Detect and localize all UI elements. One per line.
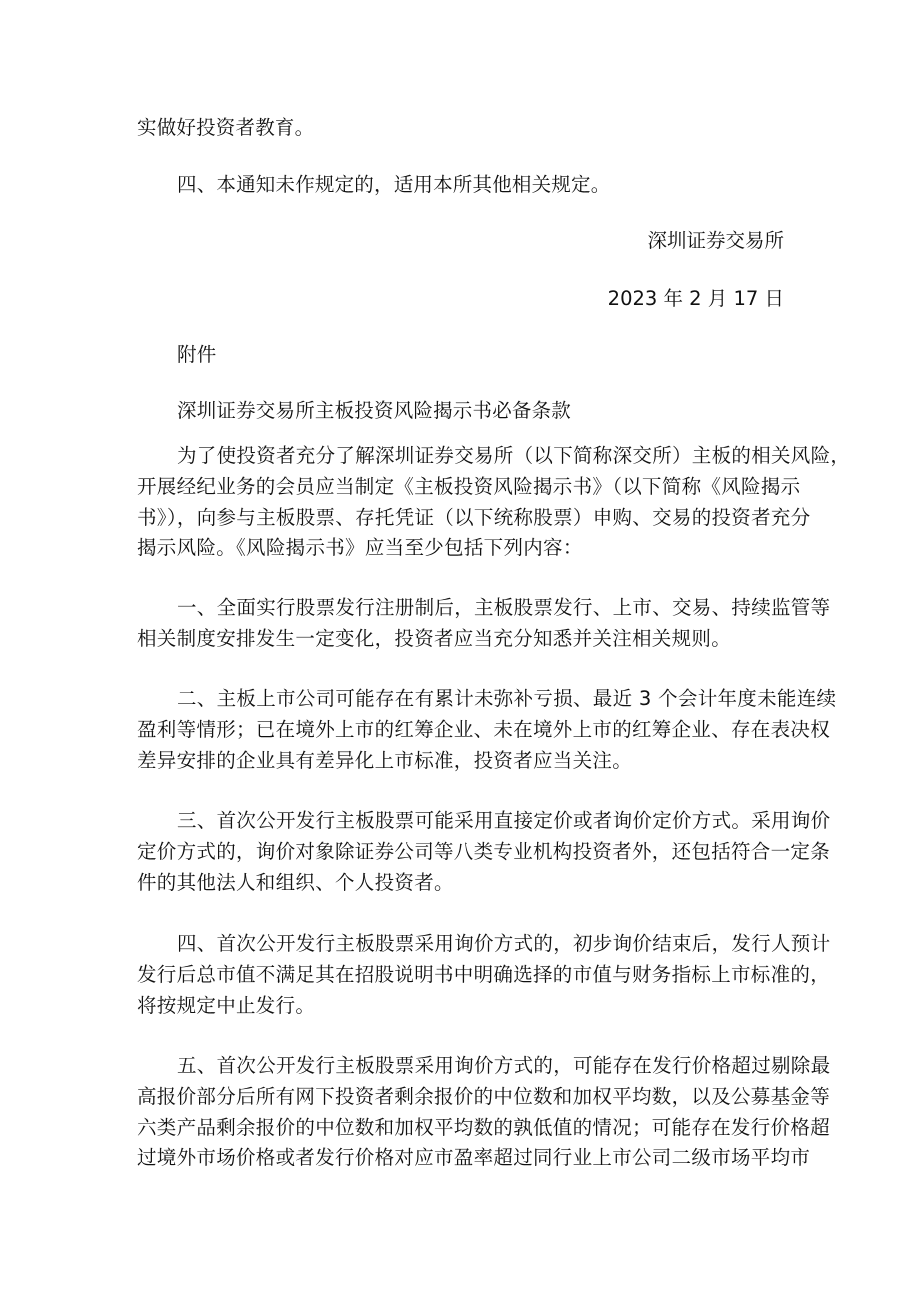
paragraph-line: 书》），向参与主板股票、存托凭证（以下统称股票）申购、交易的投资者充分 [137,505,811,529]
paragraph-line: 一、全面实行股票发行注册制后，主板股票发行、上市、交易、持续监管等 [177,596,831,619]
paragraph-line: 将按规定中止发行。 [137,993,316,1017]
paragraph-line: 为了使投资者充分了解深圳证券交易所（以下简称深交所）主板的相关风险， [177,444,851,467]
paragraph-line: 盈利等情形；已在境外上市的红筹企业、未在境外上市的红筹企业、存在表决权 [137,717,831,741]
attachment-label: 附件 [177,343,217,366]
clause-four [137,929,831,1021]
issuer-signature: 深圳证券交易所 [647,229,784,252]
paragraph-line: 二、主板上市公司可能存在有累计未弥补亏损、最近 3 个会计年度未能连续 [177,687,837,710]
clause-three [137,806,831,898]
paragraph-line: 差异安排的企业具有差异化上市标准，投资者应当关注。 [137,748,633,772]
clause-two [137,684,837,776]
paragraph-line: 开展经纪业务的会员应当制定《主板投资风险揭示书》（以下简称《风险揭示 [137,474,801,498]
item-four-rule: 四、本通知未作规定的，适用本所其他相关规定。 [177,173,611,196]
paragraph-line: 六类产品剩余报价的中位数和加权平均数的孰低值的情况；可能存在发行价格超 [137,1115,831,1139]
issue-date: 2023 年 2 月 17 日 [607,287,784,310]
continuation-line: 实做好投资者教育。 [137,116,315,139]
paragraph-line: 揭示风险。《风险揭示书》应当至少包括下列内容： [137,536,583,560]
paragraph-line: 件的其他法人和组织、个人投资者。 [137,870,454,894]
paragraph-line: 定价方式的，询价对象除证券公司等八类专业机构投资者外，还包括符合一定条 [137,839,831,863]
paragraph-line: 过境外市场价格或者发行价格对应市盈率超过同行业上市公司二级市场平均市 [137,1146,811,1170]
paragraph-line: 发行后总市值不满足其在招股说明书中明确选择的市值与财务指标上市标准的， [137,962,831,986]
paragraph-line: 三、首次公开发行主板股票可能采用直接定价或者询价定价方式。采用询价 [177,809,831,832]
clause-one [137,593,831,655]
paragraph-line: 高报价部分后所有网下投资者剩余报价的中位数和加权平均数，以及公募基金等 [137,1084,831,1108]
paragraph-line: 五、首次公开发行主板股票采用询价方式的，可能存在发行价格超过剔除最 [177,1054,831,1077]
paragraph-line: 相关制度安排发生一定变化，投资者应当充分知悉并关注相关规则。 [137,626,732,650]
attachment-title: 深圳证券交易所主板投资风险揭示书必备条款 [177,399,572,422]
intro-paragraph [137,441,851,564]
paragraph-line: 四、首次公开发行主板股票采用询价方式的，初步询价结束后，发行人预计 [177,932,831,955]
clause-five [137,1051,831,1174]
